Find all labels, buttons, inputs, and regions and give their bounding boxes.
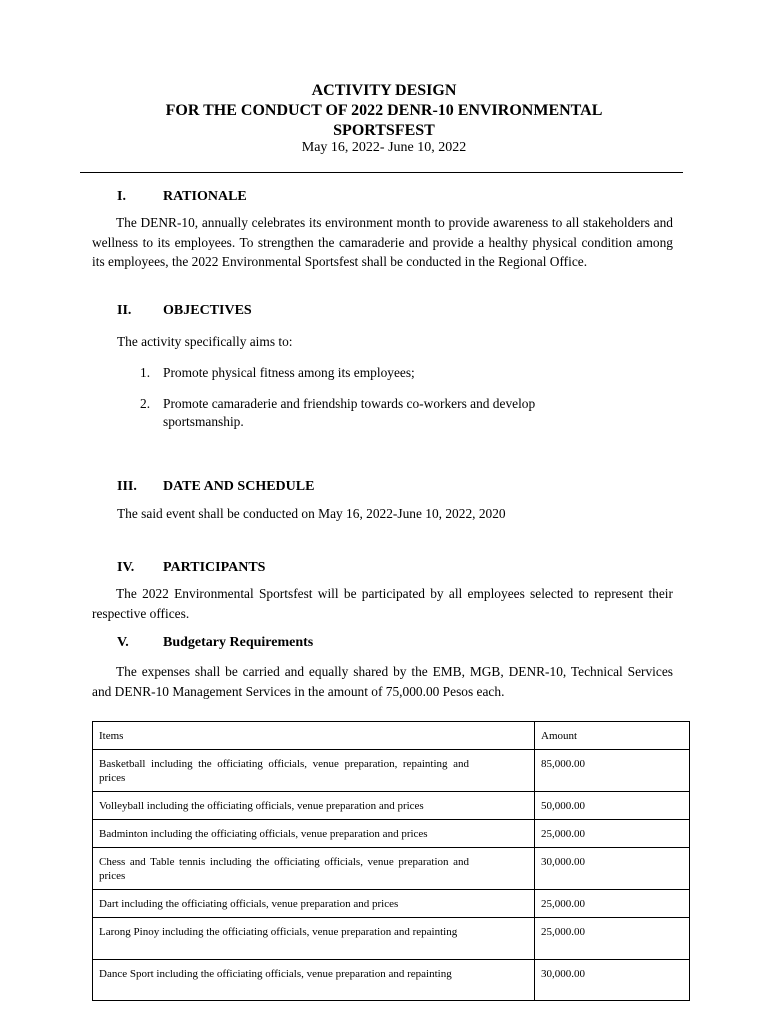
- item-amount: 25,000.00: [535, 820, 690, 848]
- date-range: May 16, 2022- June 10, 2022: [301, 140, 467, 155]
- item-amount: 25,000.00: [535, 918, 690, 960]
- table-row: [93, 792, 690, 820]
- table-row: [93, 960, 690, 1001]
- item-amount: 50,000.00: [535, 792, 690, 820]
- section-label: DATE AND SCHEDULE: [163, 479, 315, 494]
- table-row: [93, 750, 690, 792]
- header-amount: Amount: [535, 722, 690, 750]
- table-row: [93, 848, 690, 890]
- item-description: Badminton including the officiating officials, venue preparation and prices: [99, 828, 428, 840]
- section-number: III.: [117, 479, 137, 494]
- budget-table: [92, 721, 690, 1001]
- rationale-paragraph: The DENR-10, annually celebrates its environment month to provide awareness to all stakeholders and wellness to its employees. To strengthen the camaraderie and provide a healthy physical condition among its employees, the 2022 Environmental Sportsfest shall be conducted in the Regional Office.: [92, 215, 673, 269]
- budget-paragraph: The expenses shall be carried and equally shared by the EMB, MGB, DENR-10, Technical Services and DENR-10 Management Services in the amount of 75,000.00 Pesos each.: [92, 664, 673, 699]
- section-label: RATIONALE: [163, 189, 247, 204]
- header-divider: [80, 172, 683, 173]
- section-label: OBJECTIVES: [163, 303, 252, 318]
- section-label: PARTICIPANTS: [163, 560, 266, 575]
- title-line-3: SPORTSFEST: [333, 122, 435, 139]
- item-amount: 25,000.00: [535, 890, 690, 918]
- item-description: Basketball including the officiating officials, venue preparation, repainting and prices: [99, 758, 469, 784]
- table-row: [93, 820, 690, 848]
- list-number: 1.: [140, 365, 151, 380]
- title-line-2: FOR THE CONDUCT OF 2022 DENR-10 ENVIRONMENTAL: [165, 102, 603, 119]
- section-number: V.: [117, 635, 129, 650]
- list-number: 2.: [140, 396, 151, 411]
- section-number: II.: [117, 303, 132, 318]
- title-line-1: ACTIVITY DESIGN: [311, 82, 457, 99]
- table-header-row: [93, 722, 690, 750]
- table-row: [93, 890, 690, 918]
- list-text: Promote physical fitness among its employees;: [163, 365, 415, 380]
- list-text: Promote camaraderie and friendship towards co-workers and develop sportsmanship.: [163, 396, 536, 429]
- item-description: Volleyball including the officiating officials, venue preparation and prices: [99, 800, 424, 812]
- objectives-intro: The activity specifically aims to:: [117, 334, 293, 349]
- section-number: IV.: [117, 560, 135, 575]
- item-amount: 30,000.00: [535, 848, 690, 890]
- schedule-text: The said event shall be conducted on May 16, 2022-June 10, 2022, 2020: [117, 506, 506, 521]
- item-amount: 85,000.00: [535, 750, 690, 792]
- item-amount: 30,000.00: [535, 960, 690, 1001]
- participants-paragraph: The 2022 Environmental Sportsfest will be participated by all employees selected to represent their respective offices.: [92, 586, 673, 621]
- item-description: Chess and Table tennis including the officiating officials, venue preparation and prices: [99, 856, 469, 882]
- item-description: Dart including the officiating officials, venue preparation and prices: [99, 898, 399, 910]
- section-number: I.: [117, 189, 126, 204]
- item-description: Dance Sport including the officiating officials, venue preparation and repainting: [99, 968, 452, 980]
- table-row: [93, 918, 690, 960]
- item-description: Larong Pinoy including the officiating officials, venue preparation and repainting: [99, 926, 458, 938]
- section-label: Budgetary Requirements: [163, 635, 314, 650]
- header-items: Items: [93, 722, 535, 750]
